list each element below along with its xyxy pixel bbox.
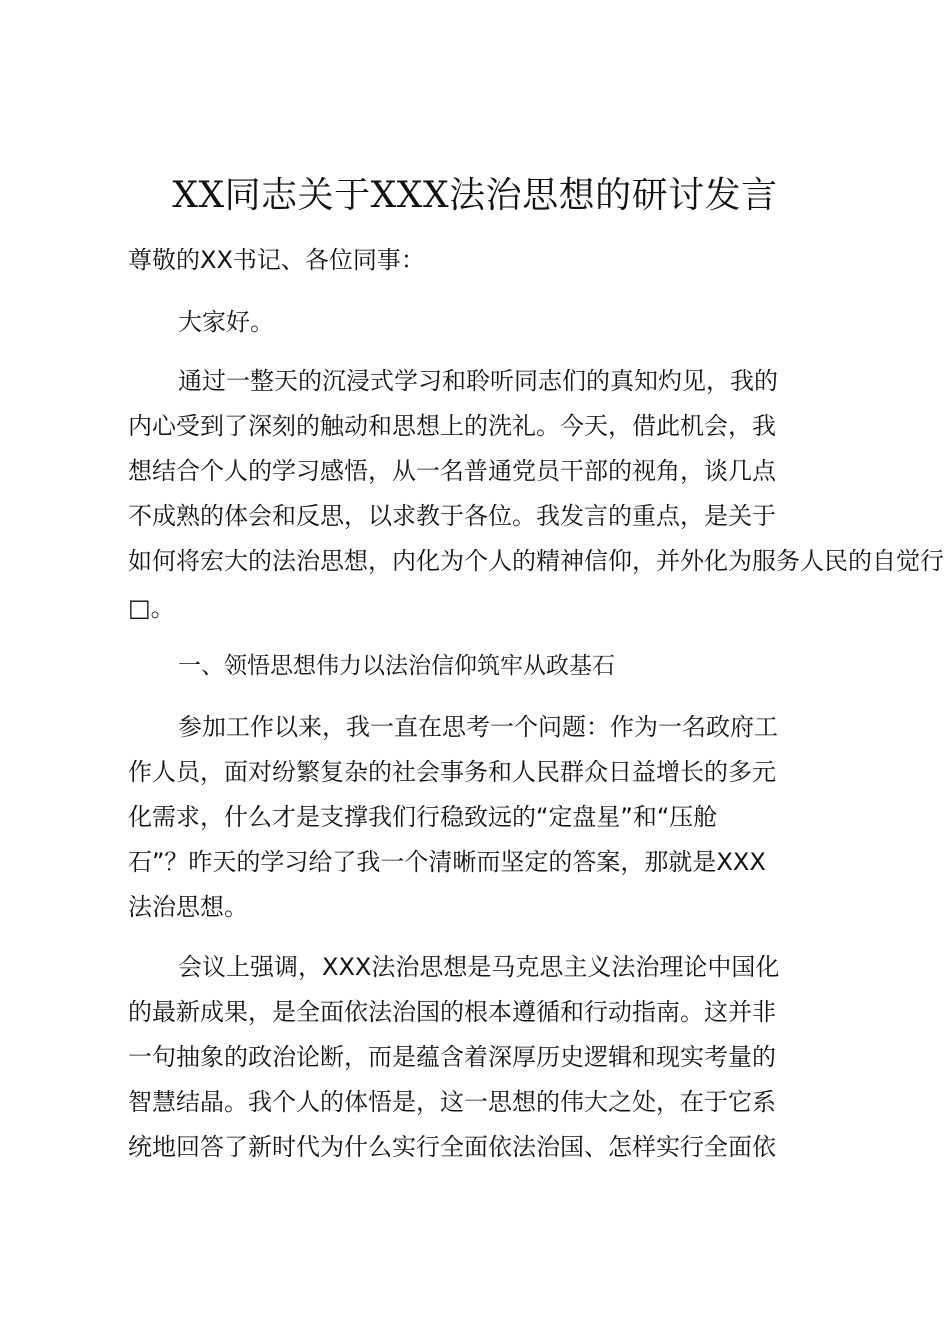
paragraph-line: 化需求，什么才是支撑我们行稳致远的“定盘星”和“压舱: [128, 803, 718, 831]
paragraph-line: 统地回答了新时代为什么实行全面依法治国、怎样实行全面依: [128, 1133, 776, 1161]
document-title: XX同志关于XXX法治思想的研讨发言: [172, 175, 778, 216]
paragraph-line: 参加工作以来，我一直在思考一个问题：作为一名政府工: [178, 713, 778, 741]
intro-line: 不成熟的体会和反思，以求教于各位。我发言的重点，是关于: [128, 502, 776, 530]
paragraph-line: 石”？昨天的学习给了我一个清晰而坚定的答案，那就是XXX: [128, 848, 766, 876]
paragraph-line: 智慧结晶。我个人的体悟是，这一思想的伟大之处，在于它系: [128, 1088, 776, 1116]
greeting: 大家好。: [178, 308, 274, 336]
intro-line: 想结合个人的学习感悟，从一名普通党员干部的视角，谈几点: [128, 457, 776, 485]
paragraph-line: 一句抽象的政治论断，而是蕴含着深厚历史逻辑和现实考量的: [128, 1043, 776, 1071]
intro-line: 通过一整天的沉浸式学习和聆听同志们的真知灼见，我的: [178, 367, 778, 395]
intro-line: 如何将宏大的法治思想，内化为个人的精神信仰，并外化为服务人民的自觉行: [128, 547, 944, 575]
paragraph-line: 法治思想。: [128, 893, 248, 921]
paragraph-line: 会议上强调，XXX法治思想是马克思主义法治理论中国化: [178, 953, 780, 981]
section-heading: 一、领悟思想伟力以法治信仰筑牢从政基石: [178, 653, 615, 679]
intro-line: □。: [128, 594, 175, 622]
intro-line: 内心受到了深刻的触动和思想上的洗礼。今天，借此机会，我: [128, 412, 776, 440]
paragraph-line: 的最新成果，是全面依法治国的根本遵循和行动指南。这并非: [128, 998, 776, 1026]
salutation: 尊敬的XX书记、各位同事：: [128, 246, 425, 274]
paragraph-line: 作人员，面对纷繁复杂的社会事务和人民群众日益增长的多元: [128, 758, 776, 786]
